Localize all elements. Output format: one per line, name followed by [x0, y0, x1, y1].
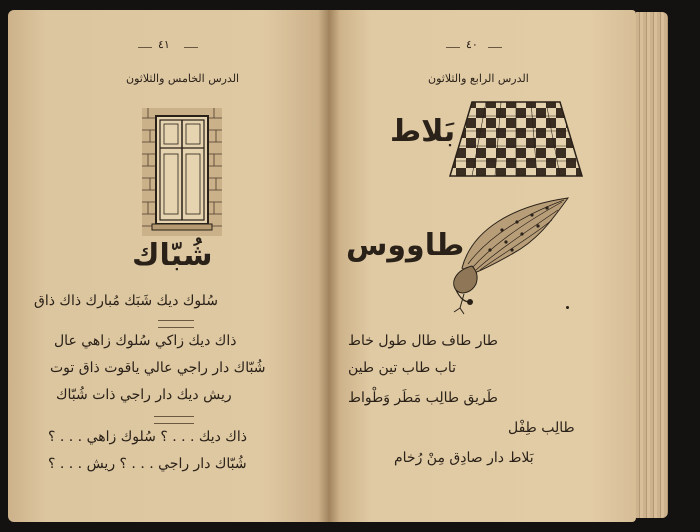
- right-word-peacock: طاووس: [346, 228, 465, 263]
- left-block1-line-1: ذاك ديك زاكي سُلوك زاهي عال: [54, 333, 237, 349]
- left-page-number: ٤١: [158, 38, 170, 51]
- dot-mark: [566, 306, 569, 309]
- right-line-1: طار طاف طال طول خاط: [348, 333, 498, 349]
- page-number-dash-right: [488, 47, 502, 48]
- right-lesson-title: الدرس الرابع والثلاثون: [428, 72, 529, 85]
- right-page: [328, 10, 636, 522]
- page-number-dash-left: [446, 47, 460, 48]
- right-line-5: بَلاط دار صادِق مِنْ رُخام: [394, 450, 534, 466]
- right-page-number: ٤٠: [466, 38, 478, 51]
- left-block1-line-3: ريش ديك دار راجي ذات شُبّاك: [56, 387, 232, 403]
- window-illustration: [142, 108, 222, 236]
- page-number-dash-left: [138, 47, 152, 48]
- ornament-divider: [158, 320, 194, 328]
- left-block1-line-2: شُبّاك دار راجي عالي ياقوت ذاق توت: [50, 360, 266, 376]
- page-edges: [636, 12, 668, 518]
- right-line-3: طَريق طالِب مَطَر وَطْواط: [348, 390, 498, 406]
- left-block2-line-1: ذاك ديك . . . ؟ سُلوك زاهي . . . ؟: [48, 429, 247, 445]
- book-gutter: [318, 10, 340, 522]
- right-line-4: طالِب طِفْل: [508, 420, 575, 436]
- right-word-tiles: بَلاط: [390, 114, 456, 149]
- page-number-dash-right: [184, 47, 198, 48]
- open-book: [8, 10, 668, 522]
- left-line-1: سُلوك ديك شَبَك مُبارك ذاك ذاق: [34, 293, 219, 309]
- ornament-divider: [154, 416, 194, 424]
- left-block2-line-2: شُبّاك دار راجي . . . ؟ ريش . . . ؟: [48, 456, 247, 472]
- right-line-2: تاب طاب تين طين: [348, 360, 457, 376]
- left-lesson-title: الدرس الخامس والثلاثون: [126, 72, 240, 85]
- left-lesson-word: شُبّاك: [132, 238, 213, 273]
- tiled-floor-illustration: [446, 98, 586, 180]
- left-page: [8, 10, 328, 522]
